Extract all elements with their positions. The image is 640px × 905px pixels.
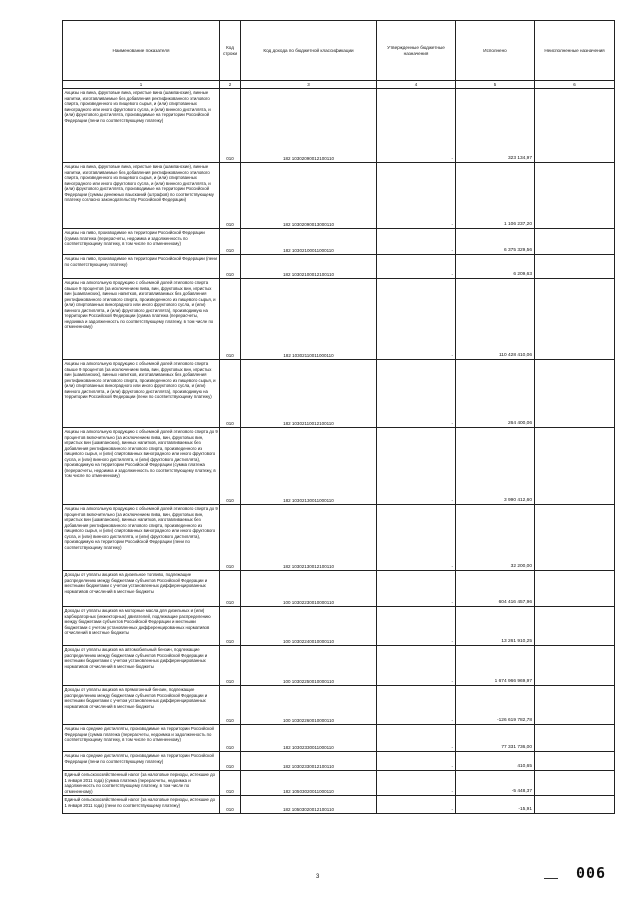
row-classification-code: 182 10302330012100110: [241, 752, 377, 771]
row-classification-code: 182 10302100011000110: [241, 229, 377, 255]
row-code: 010: [220, 607, 241, 646]
row-name: Акцизы на вина, фруктовые вина, игристые вина (шампанские), винные напитки, изготавливаемые без добавления ректификованного этилового спирта, произведенного из пищевого сырья, и (или) спиртованных виноградного или иного фруктового сусла, и (или) винного дистиллята, и (или) фруктового дистиллята, производимые на территории Российской Федерации (пени по соответствующему платежу): [63, 89, 220, 163]
row-code: 010: [220, 255, 241, 279]
row-unexecuted: [535, 571, 615, 607]
row-unexecuted: [535, 89, 615, 163]
row-name: Единый сельскохозяйственный налог (за налоговые периоды, истекшие до 1 января 2011 года) (пени по соответствующему платежу): [63, 796, 220, 814]
column-number: 5: [456, 81, 535, 89]
row-executed: 410,65: [456, 752, 535, 771]
table-row: [63, 505, 615, 571]
row-unexecuted: [535, 752, 615, 771]
table-row: [63, 428, 615, 505]
row-code: 010: [220, 505, 241, 571]
row-classification-code: 182 10302100012100110: [241, 255, 377, 279]
footer-dash: [544, 878, 558, 879]
row-executed: 6 375 329,56: [456, 229, 535, 255]
row-name: Доходы от уплаты акцизов на прямогонный бензин, подлежащие распределению между бюджетами субъектов Российской Федерации и местными бюджетами с учетом установленных дифференцированных нормативов отчислений в местные бюджеты: [63, 686, 220, 725]
row-name: Акцизы на средние дистилляты, производимые на территории Российской Федерации (сумма платежа (перерасчеты, недоимка и задолженность по соответствующему платежу, в том числе по отмененному): [63, 725, 220, 752]
table-header-row: [63, 21, 615, 81]
row-unexecuted: [535, 279, 615, 360]
row-approved: -: [377, 686, 456, 725]
table-row: [63, 686, 615, 725]
column-number: 1: [63, 81, 220, 89]
column-number: 3: [241, 81, 377, 89]
table-row: [63, 646, 615, 686]
table-row: [63, 607, 615, 646]
header-name: Наименование показателя: [63, 21, 220, 81]
row-classification-code: 182 10302130012100110: [241, 505, 377, 571]
row-executed: 110 428 410,06: [456, 279, 535, 360]
row-approved: -: [377, 771, 456, 796]
row-unexecuted: [535, 771, 615, 796]
row-code: 010: [220, 725, 241, 752]
table-row: [63, 360, 615, 428]
row-name: Акцизы на вина, фруктовые вина, игристые вина (шампанские), винные напитки, изготавливаемые без добавления ректификованного этилового спирта, произведенного из пищевого сырья, и (или) спиртованных виноградного или иного фруктового сусла, и (или) винного дистиллята, и (или) фруктового дистиллята, производимые на территории Российской Федерации (суммы денежных взысканий (штрафов) по соответствующему платежу согласно законодательству Российской Федерации): [63, 163, 220, 229]
row-classification-code: 182 10302090012100110: [241, 89, 377, 163]
row-approved: -: [377, 796, 456, 814]
table-row: [63, 771, 615, 796]
row-code: 010: [220, 89, 241, 163]
row-unexecuted: [535, 229, 615, 255]
row-classification-code: 182 10302110012100110: [241, 360, 377, 428]
row-approved: -: [377, 279, 456, 360]
row-unexecuted: [535, 255, 615, 279]
row-approved: -: [377, 752, 456, 771]
table-body: [63, 89, 615, 814]
row-name: Акцизы на алкогольную продукцию с объемной долей этилового спирта до 9 процентов включительно (за исключением пива, вин, фруктовых вин, игристых вин (шампанских), винных напитков, изготавливаемых без добавления ректификованного этилового спирта, произведенного из пищевого сырья, и (или) спиртованных виноградного или иного фруктового сусла, и (или) винного дистиллята, и (или) фруктового дистиллята), производимую на территории Российской Федерации (сумма платежа (перерасчеты, недоимка и задолженность по соответствующему платежу, в том числе по отмененному): [63, 428, 220, 505]
row-executed: 32 200,00: [456, 505, 535, 571]
row-unexecuted: [535, 428, 615, 505]
row-executed: 77 331 736,00: [456, 725, 535, 752]
row-classification-code: 182 10503020011000110: [241, 771, 377, 796]
row-approved: -: [377, 428, 456, 505]
row-executed: 13 261 910,25: [456, 607, 535, 646]
row-executed: 1 674 966 969,97: [456, 646, 535, 686]
row-approved: -: [377, 571, 456, 607]
table-row: [63, 752, 615, 771]
row-name: Акцизы на алкогольную продукцию с объемной долей этилового спирта свыше 9 процентов (за исключением пива, вин, фруктовых вин, игристых вин (шампанских), винных напитков, изготавливаемых без добавления ректификованного этилового спирта, произведенного из пищевого сырья, и (или) спиртованных виноградного или иного фруктового сусла, и (или) винного дистиллята, и (или) фруктового дистиллята), производимую на территории Российской Федерации (пени по соответствующему платежу): [63, 360, 220, 428]
row-executed: 264 400,06: [456, 360, 535, 428]
row-executed: 3 990 412,60: [456, 428, 535, 505]
row-name: Единый сельскохозяйственный налог (за налоговые периоды, истекшие до 1 января 2011 года) (сумма платежа (перерасчеты, недоимка и задолженность по соответствующему платежу, в том числе по отмененному): [63, 771, 220, 796]
report-sheet: [62, 20, 614, 814]
row-classification-code: 182 10302110011000110: [241, 279, 377, 360]
row-unexecuted: [535, 686, 615, 725]
row-approved: -: [377, 505, 456, 571]
row-classification-code: 100 10302240010000110: [241, 607, 377, 646]
row-code: 010: [220, 752, 241, 771]
row-name: Доходы от уплаты акцизов на моторные масла для дизельных и (или) карбюраторных (инжекторных) двигателей, подлежащие распределению между бюджетами субъектов Российской Федерации и местными бюджетами с учетом установленных дифференцированных нормативов отчислений в местные бюджеты: [63, 607, 220, 646]
table-row: [63, 255, 615, 279]
row-code: 010: [220, 796, 241, 814]
row-unexecuted: [535, 163, 615, 229]
table-row: [63, 279, 615, 360]
row-approved: -: [377, 360, 456, 428]
row-unexecuted: [535, 646, 615, 686]
row-executed: 604 416 457,96: [456, 571, 535, 607]
header-classification: Код дохода по бюджетной классификации: [241, 21, 377, 81]
table-row: [63, 89, 615, 163]
row-executed: -126 619 782,78: [456, 686, 535, 725]
row-code: 010: [220, 229, 241, 255]
column-number-row: [63, 81, 615, 89]
sheet-stamp-number: 006: [576, 864, 607, 882]
row-classification-code: 100 10302260010000110: [241, 686, 377, 725]
header-executed: Исполнено: [456, 21, 535, 81]
column-number: 6: [535, 81, 615, 89]
row-classification-code: 100 10302250010000110: [241, 646, 377, 686]
row-classification-code: 100 10302230010000110: [241, 571, 377, 607]
page-number: 3: [316, 874, 320, 880]
table-row: [63, 163, 615, 229]
row-unexecuted: [535, 360, 615, 428]
revenue-table: [62, 20, 615, 814]
row-approved: -: [377, 229, 456, 255]
row-code: 010: [220, 163, 241, 229]
row-executed: 1 106 237,20: [456, 163, 535, 229]
row-name: Акцизы на алкогольную продукцию с объемной долей этилового спирта свыше 9 процентов (за исключением пива, вин, фруктовых вин, игристых вин (шампанских), винных напитков, изготавливаемых без добавления ректификованного этилового спирта, произведенного из пищевого сырья, и (или) спиртованных виноградного или иного фруктового сусла, и (или) винного дистиллята, и (или) фруктового дистиллята), производимую на территории Российской Федерации (сумма платежа (перерасчеты, недоимка и задолженность по соответствующему платежу, в том числе по отмененному): [63, 279, 220, 360]
row-executed: 6 209,63: [456, 255, 535, 279]
row-code: 010: [220, 646, 241, 686]
row-name: Доходы от уплаты акцизов на автомобильный бензин, подлежащие распределению между бюджетами субъектов Российской Федерации и местными бюджетами с учетом установленных дифференцированных нормативов отчислений в местные бюджеты: [63, 646, 220, 686]
row-classification-code: 182 10503020012100110: [241, 796, 377, 814]
table-row: [63, 796, 615, 814]
column-number: 4: [377, 81, 456, 89]
row-unexecuted: [535, 607, 615, 646]
header-approved: Утвержденные бюджетные назначения: [377, 21, 456, 81]
row-approved: -: [377, 255, 456, 279]
row-executed: -15,91: [456, 796, 535, 814]
row-approved: -: [377, 607, 456, 646]
row-unexecuted: [535, 796, 615, 814]
row-name: Акцизы на средние дистилляты, производимые на территории Российской Федерации (пени по соответствующему платежу): [63, 752, 220, 771]
row-executed: 323 134,97: [456, 89, 535, 163]
row-code: 010: [220, 686, 241, 725]
row-code: 010: [220, 571, 241, 607]
header-unexecuted: Неисполненные назначения: [535, 21, 615, 81]
row-code: 010: [220, 279, 241, 360]
row-name: Акцизы на пиво, производимое на территории Российской Федерации (сумма платежа (перерасчеты, недоимка и задолженность по соответствующему платежу, в том числе по отмененному): [63, 229, 220, 255]
row-name: Акцизы на алкогольную продукцию с объемной долей этилового спирта до 9 процентов включительно (за исключением пива, вин, фруктовых вин, игристых вин (шампанских), винных напитков, изготавливаемых без добавления ректификованного этилового спирта, произведенного из пищевого сырья, и (или) спиртованных виноградного или иного фруктового сусла, и (или) винного дистиллята, и (или) фруктового дистиллята), производимую на территории Российской Федерации (пени по соответствующему платежу): [63, 505, 220, 571]
column-number: 2: [220, 81, 241, 89]
row-classification-code: 182 10302330011000110: [241, 725, 377, 752]
header-code: Код строки: [220, 21, 241, 81]
row-approved: -: [377, 89, 456, 163]
row-code: 010: [220, 771, 241, 796]
row-code: 010: [220, 428, 241, 505]
row-executed: -5 448,37: [456, 771, 535, 796]
row-classification-code: 182 10302130011000110: [241, 428, 377, 505]
row-approved: -: [377, 163, 456, 229]
table-row: [63, 571, 615, 607]
table-row: [63, 229, 615, 255]
row-unexecuted: [535, 505, 615, 571]
table-row: [63, 725, 615, 752]
row-approved: -: [377, 646, 456, 686]
row-unexecuted: [535, 725, 615, 752]
row-name: Акцизы на пиво, производимое на территории Российской Федерации (пени по соответствующему платежу): [63, 255, 220, 279]
row-approved: -: [377, 725, 456, 752]
row-name: Доходы от уплаты акцизов на дизельное топливо, подлежащие распределению между бюджетами субъектов Российской Федерации и местными бюджетами с учетом установленных дифференцированных нормативов отчислений в местные бюджеты: [63, 571, 220, 607]
row-classification-code: 182 10302090013000110: [241, 163, 377, 229]
row-code: 010: [220, 360, 241, 428]
